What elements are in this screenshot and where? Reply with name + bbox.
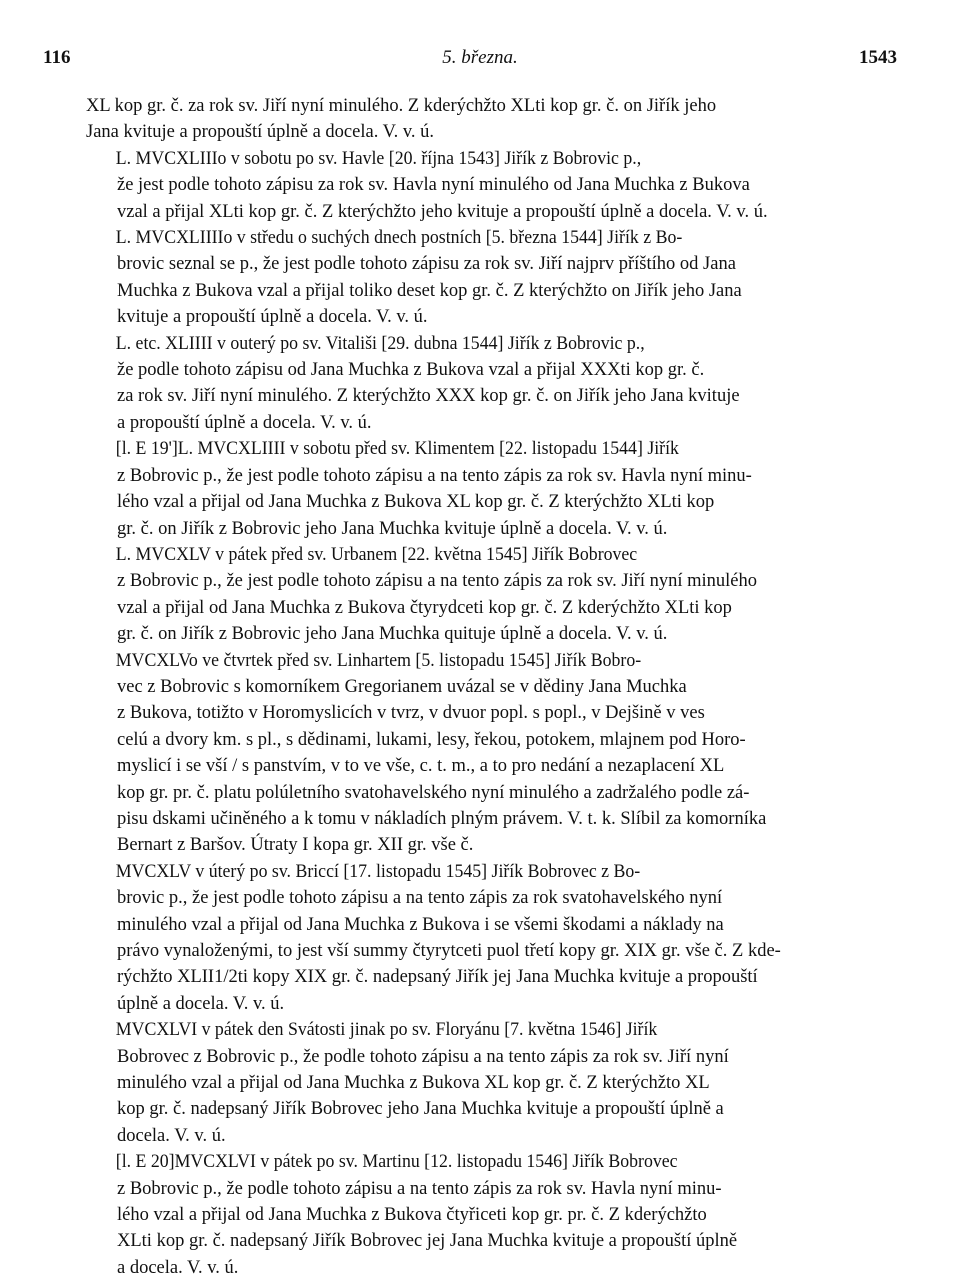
text-line: MVCXLVI v pátek den Svátosti jinak po sv. Floryánu [7. května 1546] Jiřík bbox=[115, 1020, 658, 1041]
paragraph bbox=[86, 436, 886, 542]
text-line: Bobrovec z Bobrovic p., že podle tohoto zápisu a na tento zápis za rok sv. Jiří nyní bbox=[117, 1046, 729, 1067]
text-line: L. MVCXLV v pátek před sv. Urbanem [22. května 1545] Jiřík Bobrovec bbox=[115, 544, 638, 565]
paragraph bbox=[86, 648, 886, 859]
text-line: z Bobrovic p., že podle tohoto zápisu a na tento zápis za rok sv. Havla nyní minu- bbox=[117, 1178, 722, 1199]
text-line: kvituje a propouští úplně a docela. V. v. ú. bbox=[117, 307, 428, 328]
text-line: brovic p., že jest podle tohoto zápisu a na tento zápis za rok svatohavelského nyní bbox=[117, 888, 723, 909]
text-line: L. MVCXLIIIo v sobotu po sv. Havle [20. října 1543] Jiřík z Bobrovic p., bbox=[115, 148, 642, 169]
text-line: gr. č. on Jiřík z Bobrovic jeho Jana Muchka kvituje úplně a docela. V. v. ú. bbox=[117, 518, 668, 539]
text-line: kop gr. č. nadepsaný Jiřík Bobrovec jeho Jana Muchka kvituje a propouští úplně a bbox=[117, 1099, 724, 1120]
text-line: gr. č. on Jiřík z Bobrovic jeho Jana Muchka quituje úplně a docela. V. v. ú. bbox=[117, 624, 668, 645]
text-line: kop gr. pr. č. platu polúletního svatohavelského nyní minulého a zadržalého podle zá- bbox=[117, 782, 750, 803]
text-line: minulého vzal a přijal od Jana Muchka z Bukova i se všemi škodami a náklady na bbox=[117, 914, 724, 935]
text-line: MVCXLV v úterý po sv. Briccí [17. listopadu 1545] Jiřík Bobrovec z Bo- bbox=[115, 861, 641, 882]
text-line: Muchka z Bukova vzal a přijal toliko deset kop gr. č. Z kterýchžto on Jiřík jeho Jana bbox=[117, 280, 742, 301]
text-line: Jana kvituje a propouští úplně a docela. V. v. ú. bbox=[86, 122, 435, 143]
paragraph bbox=[86, 1017, 886, 1149]
text-line: L. etc. XLIIII v outerý po sv. Vitališi [29. dubna 1544] Jiřík z Bobrovic p., bbox=[115, 333, 645, 354]
text-line: XL kop gr. č. za rok sv. Jiří nyní minulého. Z kderýchžto XLti kop gr. č. on Jiřík jeho bbox=[86, 96, 717, 116]
paragraph bbox=[86, 859, 886, 1017]
document-body bbox=[86, 93, 886, 1281]
text-line: z Bobrovic p., že jest podle tohoto zápisu a na tento zápis za rok sv. Jiří nyní minulého bbox=[117, 571, 757, 592]
text-line: právo vynaloženými, to jest vší summy čtyrytceti puol třetí kopy gr. XIX gr. vše č. Z kde- bbox=[117, 941, 781, 961]
text-line: Bernart z Baršov. Útraty I kopa gr. XII gr. vše č. bbox=[117, 835, 474, 856]
text-line: minulého vzal a přijal od Jana Muchka z Bukova XL kop gr. č. Z kterýchžto XL bbox=[117, 1073, 710, 1094]
running-title: 5. března. bbox=[442, 47, 518, 68]
text-line: z Bobrovic p., že jest podle tohoto zápisu a na tento zápis za rok sv. Havla nyní minu- bbox=[117, 465, 752, 486]
text-line: XLti kop gr. č. nadepsaný Jiřík Bobrovec jej Jana Muchka kvituje a propouští úplně bbox=[117, 1231, 738, 1252]
text-line: vzal a přijal od Jana Muchka z Bukova čtyrydceti kop gr. č. Z kderýchžto XLti kop bbox=[117, 597, 732, 618]
text-line: za rok sv. Jiří nyní minulého. Z kterýchžto XXX kop gr. č. on Jiřík jeho Jana kvituje bbox=[117, 386, 740, 407]
text-line: MVCXLVo ve čtvrtek před sv. Linhartem [5. listopadu 1545] Jiřík Bobro- bbox=[115, 650, 642, 671]
text-line: pisu dskami učiněného a k tomu v nákladích plným právem. V. t. k. Slíbil za komorníka bbox=[117, 808, 767, 829]
text-line: celú a dvory km. s pl., s dědinami, lukami, lesy, řekou, potokem, mlajnem pod Horo- bbox=[117, 729, 746, 750]
text-line: z Bukova, totižto v Horomyslicích v tvrz, v dvuor popl. s popl., v Dejšině v ves bbox=[117, 703, 705, 724]
paragraph bbox=[86, 542, 886, 648]
text-line: lého vzal a přijal od Jana Muchka z Bukova čtyřiceti kop gr. pr. č. Z kderýchžto bbox=[117, 1205, 707, 1226]
text-line: lého vzal a přijal od Jana Muchka z Bukova XL kop gr. č. Z kterýchžto XLti kop bbox=[117, 492, 715, 513]
text-line: docela. V. v. ú. bbox=[117, 1125, 226, 1146]
paragraph bbox=[86, 331, 886, 437]
paragraph bbox=[86, 93, 886, 146]
text-line: a propouští úplně a docela. V. v. ú. bbox=[117, 412, 372, 433]
text-line: úplně a docela. V. v. ú. bbox=[117, 993, 285, 1014]
text-line: L. MVCXLIIIIo v středu o suchých dnech postních [5. března 1544] Jiřík z Bo- bbox=[115, 228, 683, 249]
text-line: že podle tohoto zápisu od Jana Muchka z Bukova vzal a přijal XXXti kop gr. č. bbox=[117, 360, 705, 381]
paragraph bbox=[86, 225, 886, 331]
text-line: [l. E 19']L. MVCXLIIII v sobotu před sv. Klimentem [22. listopadu 1544] Jiřík bbox=[115, 439, 679, 460]
text-line: [l. E 20]MVCXLVI v pátek po sv. Martinu [12. listopadu 1546] Jiřík Bobrovec bbox=[115, 1152, 678, 1173]
text-line: rýchžto XLII1/2ti kopy XIX gr. č. nadepsaný Jiřík jej Jana Muchka kvituje a propouští bbox=[117, 967, 758, 988]
paragraph bbox=[86, 146, 886, 225]
text-line: vzal a přijal XLti kop gr. č. Z kterýchžto jeho kvituje a propouští úplně a docela. V. v. ú. bbox=[117, 201, 768, 222]
text-line: vec z Bobrovic s komorníkem Gregorianem uvázal se v dědiny Jana Muchka bbox=[117, 676, 687, 697]
text-line: myslicí i se vší / s panstvím, v to ve vše, c. t. m., a to pro nedání a nezaplacení XL bbox=[117, 756, 725, 777]
page-number: 116 bbox=[43, 47, 71, 68]
text-line: že jest podle tohoto zápisu za rok sv. Havla nyní minulého od Jana Muchka z Bukova bbox=[117, 175, 750, 196]
text-line: brovic seznal se p., že jest podle tohoto zápisu za rok sv. Jiří najprv příštího od Jana bbox=[117, 254, 736, 275]
header-year: 1543 bbox=[859, 47, 897, 68]
text-line: a docela. V. v. ú. bbox=[117, 1257, 239, 1278]
paragraph bbox=[86, 1149, 886, 1281]
